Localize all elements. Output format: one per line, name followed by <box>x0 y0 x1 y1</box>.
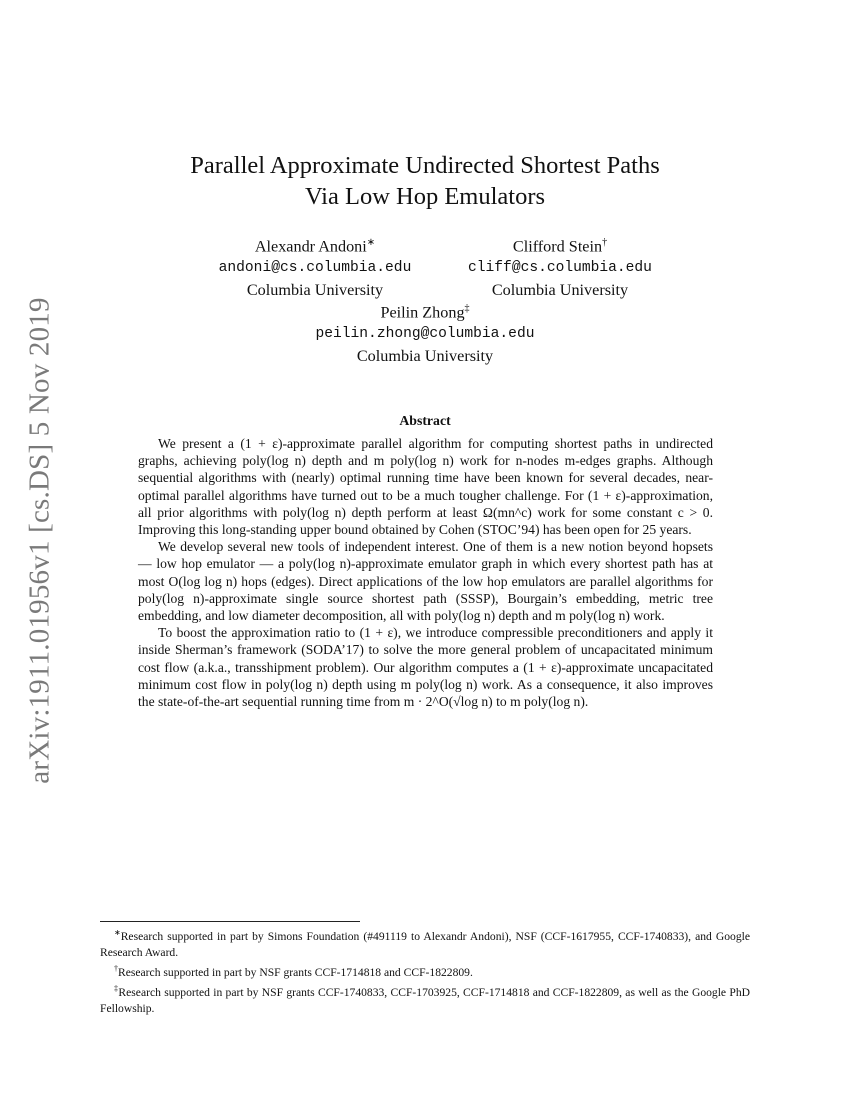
paper-title-line-1: Parallel Approximate Undirected Shortest Paths <box>190 152 660 179</box>
author-footnote-mark: † <box>602 237 608 248</box>
abstract-paragraph-2: We develop several new tools of independent interest. One of them is a new notion beyond hopsets — low hop emulator — a poly(log n)-approximate emulator graph in which every shortest path has at most O(log log n) hops (edges). Direct applications of the low hop emulators are parallel algorithms for poly(log n)-approximate single source shortest path (SSSP), Bourgain’s embedding, metric tree embedding, and low diameter decomposition, all with poly(log n) depth and m poly(log n) work. <box>138 539 713 624</box>
footnote-1 <box>100 925 750 961</box>
abstract-paragraph-3: To boost the approximation ratio to (1 + ε), we introduce compressible preconditioners and apply it inside Sherman’s framework (SODA’17) to solve the more general problem of uncapacitated minimum cost flow (a.k.a., transshipment problem). Our algorithm computes a (1 + ε)-approximate uncapacitated minimum cost flow in poly(log n) depth using m poly(log n) work. As a consequence, it also improves the state-of-the-art sequential running time from m · 2^O(√log n) to m poly(log n). <box>138 625 713 710</box>
author-affiliation: Columbia University <box>246 281 384 300</box>
author-email: andoni@cs.columbia.edu <box>218 260 412 277</box>
arxiv-identifier-stamp <box>22 296 58 784</box>
footnote-divider <box>100 921 360 922</box>
abstract-body <box>138 435 713 710</box>
author-email: peilin.zhong@columbia.edu <box>315 326 535 343</box>
author-email: cliff@cs.columbia.edu <box>468 260 652 277</box>
author-block-zhong <box>305 298 545 367</box>
footnote-text: Research supported in part by NSF grants CCF-1740833, CCF-1703925, CCF-1714818 and CCF-1822809, as well as the Google PhD Fellowship. <box>100 985 750 1015</box>
footnote-text: Research supported in part by NSF grants CCF-1714818 and CCF-1822809. <box>118 965 473 979</box>
author-affiliation: Columbia University <box>356 347 494 366</box>
author-name-line <box>440 232 680 257</box>
author-affiliation: Columbia University <box>491 281 629 300</box>
abstract-paragraph-1: We present a (1 + ε)-approximate parallel algorithm for computing shortest paths in undirected graphs, achieving poly(log n) depth and m poly(log n) work for n-nodes m-edges graphs. Although sequential algorithms with (nearly) optimal running time have been known for several decades, near-optimal parallel algorithms have turned out to be a much tougher challenge. For (1 + ε)-approximation, all prior algorithms with poly(log n) depth perform at least Ω(mn^c) work for some constant c > 0. Improving this long-standing upper bound obtained by Cohen (STOC’94) has been open for 25 years. <box>138 436 713 538</box>
footnote-2 <box>100 961 750 981</box>
abstract-heading: Abstract <box>399 413 451 428</box>
arxiv-identifier-text: arXiv:1911.01956v1 [cs.DS] 5 Nov 2019 <box>23 296 56 784</box>
author-name-line <box>195 232 435 257</box>
author-footnote-mark: ∗ <box>366 237 376 248</box>
footnotes <box>100 925 750 1017</box>
author-name: Clifford Stein <box>512 237 603 256</box>
footnote-text: Research supported in part by Simons Foundation (#491119 to Alexandr Andoni), NSF (CCF-1617955, CCF-1740833), and Google Research Award. <box>100 929 750 959</box>
paper-title-line-2: Via Low Hop Emulators <box>304 183 546 210</box>
author-name: Peilin Zhong <box>380 303 465 322</box>
footnote-mark: ∗ <box>114 928 121 937</box>
footnote-mark: † <box>114 963 118 973</box>
paper-title <box>100 150 750 212</box>
author-name: Alexandr Andoni <box>254 237 367 256</box>
author-footnote-mark: ‡ <box>464 303 470 314</box>
author-block-andoni <box>195 232 435 301</box>
footnote-mark: ‡ <box>114 983 119 993</box>
author-name-line <box>305 298 545 323</box>
footnote-3 <box>100 981 750 1017</box>
author-block-stein <box>440 232 680 301</box>
